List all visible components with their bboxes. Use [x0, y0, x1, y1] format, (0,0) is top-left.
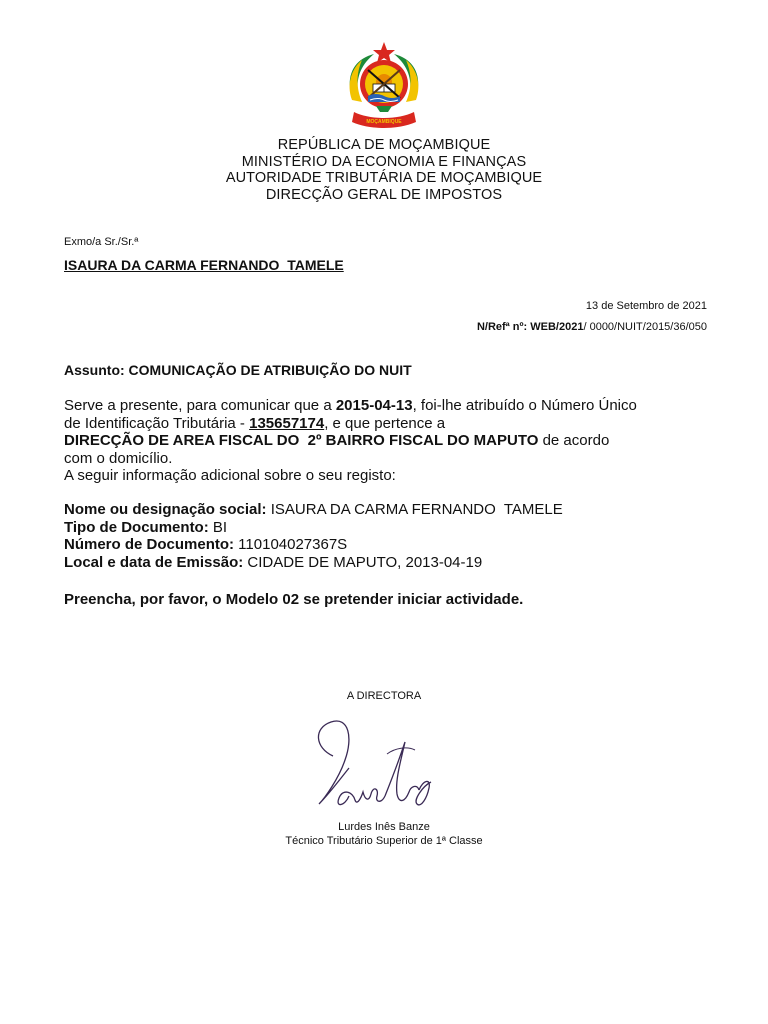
handwritten-signature-icon — [305, 708, 455, 818]
signer-details — [0, 820, 768, 848]
assignment-date: 2015-04-13 — [335, 397, 413, 414]
letter-body — [64, 397, 714, 485]
reference-bold: WEB/2021 — [530, 321, 584, 333]
nuit-number: 135657174 — [249, 414, 325, 432]
institution-header — [0, 137, 768, 203]
notice-text: Preencha, por favor, o Modelo 02 se pretender iniciar actividade. — [64, 591, 524, 608]
body-text: , e que pertence a — [324, 414, 446, 432]
reference-number — [477, 321, 707, 333]
salutation: Exmo/a Sr./Sr.ª — [64, 236, 139, 248]
reference-label: N/Refª nº: — [476, 321, 531, 333]
subject-line: Assunto: COMUNICAÇÃO DE ATRIBUIÇÃO DO NUIT — [64, 362, 412, 378]
header-authority: AUTORIDADE TRIBUTÁRIA DE MOÇAMBIQUE — [225, 170, 543, 186]
detail-value: CIDADE DE MAPUTO, 2013-04-19 — [243, 553, 483, 571]
detail-label: Número de Documento: — [64, 536, 235, 553]
signer-title: A DIRECTORA — [346, 690, 422, 702]
body-text: de Identificação Tributária - — [64, 414, 250, 432]
detail-label: Nome ou designação social: — [64, 501, 267, 518]
svg-text:MOÇAMBIQUE: MOÇAMBIQUE — [366, 119, 402, 125]
header-ministry: MINISTÉRIO DA ECONOMIA E FINANÇAS — [241, 153, 527, 170]
detail-value: BI — [208, 518, 228, 536]
header-republic: REPÚBLICA DE MOÇAMBIQUE — [277, 137, 491, 153]
detail-row — [64, 519, 714, 537]
body-text: de acordo — [538, 432, 610, 449]
body-text: com o domicílio. — [64, 449, 173, 467]
recipient-name: ISAURA DA CARMA FERNANDO TAMELE — [64, 257, 344, 273]
header-directorate: DIRECÇÃO GERAL DE IMPOSTOS — [265, 186, 503, 203]
mozambique-coat-of-arms-icon — [340, 40, 428, 132]
detail-label: Tipo de Documento: — [64, 518, 209, 536]
registration-details — [64, 501, 714, 571]
letter-date: 13 de Setembro de 2021 — [585, 300, 707, 312]
body-text: A seguir informação adicional sobre o seu registo: — [64, 467, 396, 484]
signer-position: Técnico Tributário Superior de 1ª Classe — [285, 835, 483, 847]
detail-row — [64, 501, 714, 519]
signer-name: Lurdes Inês Banze — [338, 821, 430, 833]
fiscal-office: DIRECÇÃO DE AREA FISCAL DO 2º BAIRRO FISCAL DO MAPUTO — [64, 432, 539, 449]
detail-row — [64, 536, 714, 554]
detail-value: ISAURA DA CARMA FERNANDO TAMELE — [266, 501, 563, 518]
detail-label: Local e data de Emissão: — [64, 553, 244, 571]
body-text: Serve a presente, para comunicar que a — [64, 397, 336, 414]
detail-value: 110104027367S — [234, 536, 348, 553]
reference-rest: / 0000/NUIT/2015/36/050 — [583, 321, 707, 333]
detail-row — [64, 554, 714, 572]
body-text: , foi-lhe atribuído o Número Único — [412, 397, 637, 414]
